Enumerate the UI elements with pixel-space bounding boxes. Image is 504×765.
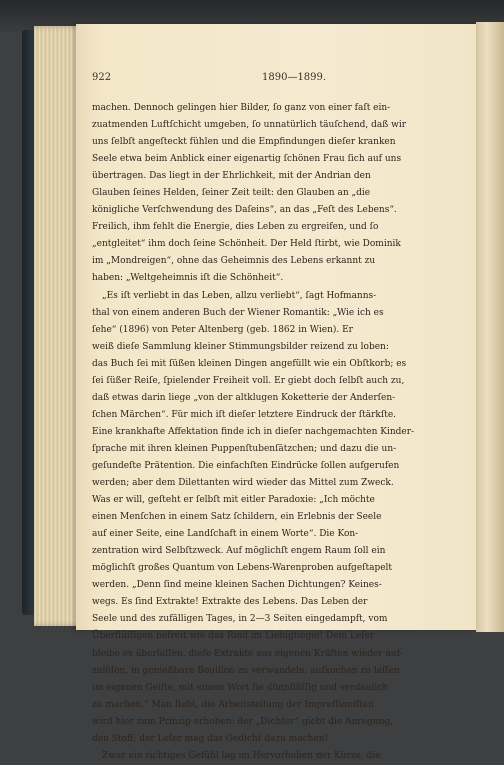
text-line: Was er will, geſteht er ſelbſt mit eitler Paradoxie: „Ich möchte xyxy=(92,495,375,506)
text-line: zentration wird Selbſtzweck. Auf möglichſt engem Raum ſoll ein xyxy=(92,546,386,557)
text-line: einen Menſchen in einem Satz ſchildern, ein Erlebnis der Seele xyxy=(92,512,382,523)
text-line: bleibe es überlaſſen, dieſe Extrakte aus eigenen Kräften wieder auf- xyxy=(92,648,403,659)
text-line: das Buch ſei mit ſüßen kleinen Dingen angefüllt wie ein Obſtkorb; es xyxy=(92,358,407,369)
text-line: ſei ſüßer Reiſe, ſpielender Freiheit voll. Er giebt doch ſelbſt auch zu, xyxy=(92,375,405,386)
text-line: im „Mondreigen“, ohne das Geheimnis des Lebens erkannt zu xyxy=(92,256,376,267)
text-line: Überflüſſigen befreit wie das Rind im Liebigtiegel! Dem Leſer xyxy=(92,631,375,642)
text-line: im eigenen Geiſte, mit einem Wort ſie dünnflüſſig und verdaulich xyxy=(92,682,389,693)
text-line: „Es iſt verliebt in das Leben, allzu verliebt“, ſagt Hofmanns- xyxy=(102,290,377,301)
running-head: 1890—1899. xyxy=(262,72,327,83)
text-line: ſehe“ (1896) von Peter Altenberg (geb. 1862 in Wien). Er xyxy=(92,324,353,335)
text-line: wegs. Es ſind Extrakte! Extrakte des Lebens. Das Leben der xyxy=(92,597,368,608)
text-line: ſprache mit ihren kleinen Puppenſtubenſätzchen; und dazu die un- xyxy=(92,443,397,454)
text-line: Freilich, ihm fehlt die Energie, dies Leben zu ergreifen, und ſo xyxy=(92,222,379,233)
body-text xyxy=(92,100,434,765)
page-header xyxy=(92,72,412,86)
text-line: Seele etwa beim Anblick einer eigenartig ſchönen Frau ſich auf uns xyxy=(92,154,402,165)
text-line: machen. Dennoch gelingen hier Bilder, ſo ganz von einer faſt ein- xyxy=(92,103,391,113)
text-line: weiß dieſe Sammlung kleiner Stimmungsbilder reizend zu loben: xyxy=(92,341,389,352)
text-line: auf einer Seite, eine Landſchaft in einem Worte“. Die Kon- xyxy=(92,529,359,540)
text-line: werden; aber dem Dilettanten wird wieder das Mittel zum Zweck. xyxy=(92,478,394,489)
text-line: Eine krankhafte Affektation finde ich in dieſer nachgemachten Kinder- xyxy=(92,426,415,437)
text-line: haben: „Weltgeheimnis iſt die Schönheit“. xyxy=(92,273,284,284)
page-number: 922 xyxy=(92,72,112,83)
text-line: thal von einem anderen Buch der Wiener Romantik: „Wie ich es xyxy=(92,307,384,318)
text-line: zu machen.“ Man ſieht, die Arbeitsteilung der Impreſſioniſten xyxy=(92,699,374,710)
facing-page-edge xyxy=(476,22,504,632)
text-line: übertragen. Das liegt in der Ehrlichkeit, mit der Andrian den xyxy=(92,171,371,182)
text-line: zuatmenden Luftſchicht umgeben, ſo unnatürlich täuſchend, daß wir xyxy=(92,120,406,131)
text-line: uns ſelbſt angeſteckt fühlen und die Empfindungen dieſer kranken xyxy=(92,137,396,148)
text-line: Zwar ein richtiges Gefühl lag im Hervorheben der Kürze, die xyxy=(102,750,381,761)
text-line: ſchen Märchen“. Für mich iſt dieſer letztere Eindruck der ſtärkſte. xyxy=(92,409,397,420)
text-line: „entgleitet“ ihm doch ſeine Schönheit. Der Held ſtirbt, wie Dominik xyxy=(92,239,401,250)
text-line: daß etwas darin liege „von der altklugen Koketterie der Anderſen- xyxy=(92,392,396,403)
text-line: werden. „Denn ſind meine kleinen Sachen Dichtungen? Keines- xyxy=(92,580,382,591)
text-line: den Stoff; der Leſer mag das Gedicht dazu machen! xyxy=(92,733,329,744)
text-line: Seele und des zufälligen Tages, in 2—3 Seiten eingedampft, vom xyxy=(92,614,388,625)
text-line: wird hier zum Prinzip erhoben: der „Dichter“ giebt die Anregung, xyxy=(92,716,393,727)
text-line: königliche Verſchwendung des Daſeins“, an das „Feſt des Lebens“. xyxy=(92,205,397,216)
text-line: möglichſt großes Quantum von Lebens-Warenproben aufgeſtapelt xyxy=(92,563,393,574)
text-line: geſundeſte Prätention. Die einfachſten Eindrücke ſollen aufgerufen xyxy=(92,460,400,471)
text-line: zulöſen, in genießbare Bouillon zu verwandeln, aufkochen zu laſſen xyxy=(92,665,400,676)
text-line: Glauben ſeines Helden, ſeiner Zeit teilt: den Glauben an „die xyxy=(92,188,371,199)
